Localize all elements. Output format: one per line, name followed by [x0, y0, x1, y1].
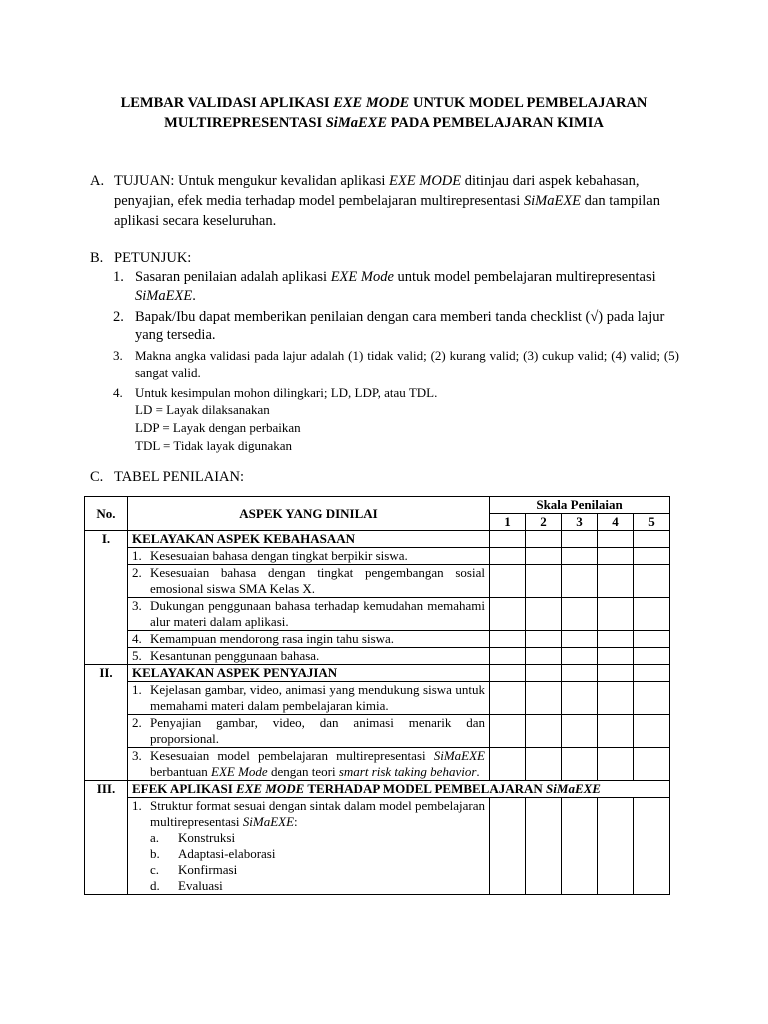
score-cell[interactable]: [526, 598, 562, 631]
score-cell[interactable]: [490, 631, 526, 648]
aspect-cell: 4. Kemampuan mendorong rasa ingin tahu siswa.: [128, 631, 490, 648]
table-row: [85, 631, 670, 648]
score-cell[interactable]: [526, 748, 562, 781]
section-tabel-label: TABEL PENILAIAN:: [114, 469, 244, 485]
score-cell[interactable]: [562, 682, 598, 715]
aspect-cell: 1. Struktur format sesuai dengan sintak dalam model pembelajaran multirepresentasi SiMaEXE: a. Konstruksi b. Adaptasi-elaborasi c. Konfirmasi d. Evaluasi: [128, 798, 490, 895]
group-heading: KELAYAKAN ASPEK KEBAHASAAN: [128, 531, 490, 548]
legend-ldp: LDP = Layak dengan perbaikan: [135, 420, 301, 435]
group-row: [85, 781, 670, 798]
score-cell[interactable]: [490, 798, 526, 895]
aspect-cell: 2. Penyajian gambar, video, dan animasi menarik dan proporsional.: [128, 715, 490, 748]
score-cell[interactable]: [490, 748, 526, 781]
sub-item: b. Adaptasi-elaborasi: [150, 846, 276, 861]
list-item: 1. Sasaran penilaian adalah aplikasi EXE Mode untuk model pembelajaran multirepresentasi SiMaEXE.: [113, 269, 656, 304]
scale-2: 2: [526, 514, 562, 531]
assessment-table: [84, 496, 670, 895]
score-cell[interactable]: [598, 715, 634, 748]
group-number: I.: [85, 531, 128, 665]
score-cell[interactable]: [562, 798, 598, 895]
score-cell[interactable]: [598, 565, 634, 598]
score-cell[interactable]: [598, 648, 634, 665]
header-scale: Skala Penilaian: [490, 497, 670, 514]
score-cell[interactable]: [526, 565, 562, 598]
score-cell[interactable]: [490, 565, 526, 598]
aspect-cell: 1. Kesesuaian bahasa dengan tingkat berpikir siswa.: [128, 548, 490, 565]
header-aspect: ASPEK YANG DINILAI: [128, 497, 490, 531]
score-cell[interactable]: [490, 715, 526, 748]
score-cell[interactable]: [598, 598, 634, 631]
section-marker: C.: [90, 469, 104, 485]
aspect-cell: 3. Dukungan penggunaan bahasa terhadap kemudahan memahami alur materi dalam aplikasi.: [128, 598, 490, 631]
group-row: [85, 665, 670, 682]
sub-item: d. Evaluasi: [150, 878, 223, 893]
score-cell[interactable]: [562, 648, 598, 665]
sub-item: c. Konfirmasi: [150, 862, 238, 877]
score-cell[interactable]: [562, 715, 598, 748]
score-cell[interactable]: [634, 531, 670, 548]
score-cell[interactable]: [634, 548, 670, 565]
score-cell[interactable]: [526, 548, 562, 565]
aspect-cell: 3. Kesesuaian model pembelajaran multirepresentasi SiMaEXE berbantuan EXE Mode dengan teori smart risk taking behavior.: [128, 748, 490, 781]
score-cell[interactable]: [490, 598, 526, 631]
table-row: [85, 682, 670, 715]
table-row: [85, 565, 670, 598]
score-cell[interactable]: [598, 682, 634, 715]
score-cell[interactable]: [634, 682, 670, 715]
title-line-2: MULTIREPRESENTASI SiMaEXE PADA PEMBELAJARAN KIMIA: [164, 115, 604, 131]
score-cell[interactable]: [634, 648, 670, 665]
section-tabel: [90, 467, 680, 487]
group-number: III.: [85, 781, 128, 895]
score-cell[interactable]: [526, 798, 562, 895]
score-cell[interactable]: [598, 798, 634, 895]
header-no: No.: [85, 497, 128, 531]
scale-4: 4: [598, 514, 634, 531]
group-heading: KELAYAKAN ASPEK PENYAJIAN: [128, 665, 490, 682]
table-row: [85, 648, 670, 665]
score-cell[interactable]: [490, 648, 526, 665]
score-cell[interactable]: [526, 531, 562, 548]
aspect-cell: 2. Kesesuaian bahasa dengan tingkat pengembangan sosial emosional siswa SMA Kelas X.: [128, 565, 490, 598]
table-row: [85, 548, 670, 565]
list-item: 2. Bapak/Ibu dapat memberikan penilaian dengan cara memberi tanda checklist (√) pada lajur yang tersedia.: [113, 309, 665, 343]
score-cell[interactable]: [598, 748, 634, 781]
score-cell[interactable]: [562, 631, 598, 648]
aspect-cell: 5. Kesantunan penggunaan bahasa.: [128, 648, 490, 665]
score-cell[interactable]: [634, 598, 670, 631]
scale-3: 3: [562, 514, 598, 531]
score-cell[interactable]: [526, 631, 562, 648]
score-cell[interactable]: [562, 565, 598, 598]
scale-5: 5: [634, 514, 670, 531]
section-tujuan-text: TUJUAN: Untuk mengukur kevalidan aplikasi EXE MODE ditinjau dari aspek kebahasan, penyajian, efek media terhadap model pembelajaran multirepresentasi SiMaEXE dan tampilan aplikasi secara keseluruhan.: [114, 173, 660, 229]
section-marker: A.: [90, 173, 105, 189]
score-cell[interactable]: [598, 531, 634, 548]
table-row: [85, 798, 670, 895]
score-cell[interactable]: [526, 648, 562, 665]
sub-item: a. Konstruksi: [150, 830, 236, 845]
score-cell[interactable]: [598, 631, 634, 648]
score-cell[interactable]: [562, 748, 598, 781]
score-cell[interactable]: [634, 631, 670, 648]
score-cell[interactable]: [634, 665, 670, 682]
score-cell[interactable]: [526, 665, 562, 682]
legend-ld: LD = Layak dilaksanakan: [135, 402, 270, 417]
score-cell[interactable]: [634, 715, 670, 748]
list-item: 4. Untuk kesimpulan mohon dilingkari; LD, LDP, atau TDL.: [113, 385, 438, 400]
section-tujuan: [90, 171, 680, 231]
score-cell[interactable]: [490, 548, 526, 565]
table-row: [85, 715, 670, 748]
group-number: II.: [85, 665, 128, 781]
group-heading: EFEK APLIKASI EXE MODE TERHADAP MODEL PEMBELAJARAN SiMaEXE: [128, 781, 670, 798]
legend-tdl: TDL = Tidak layak digunakan: [135, 438, 293, 453]
section-marker: B.: [90, 250, 104, 266]
score-cell[interactable]: [490, 531, 526, 548]
document-title: [60, 93, 708, 133]
scale-1: 1: [490, 514, 526, 531]
score-cell[interactable]: [562, 665, 598, 682]
aspect-cell: 1. Kejelasan gambar, video, animasi yang mendukung siswa untuk memahami materi dalam pembelajaran kimia.: [128, 682, 490, 715]
score-cell[interactable]: [598, 548, 634, 565]
table-row: [85, 748, 670, 781]
list-item: 3. Makna angka validasi pada lajur adalah (1) tidak valid; (2) kurang valid; (3) cukup valid; (4) valid; (5) sangat valid.: [113, 348, 679, 380]
score-cell[interactable]: [526, 682, 562, 715]
score-cell[interactable]: [526, 715, 562, 748]
petunjuk-list: [113, 268, 679, 455]
section-petunjuk-label: PETUNJUK:: [114, 250, 192, 266]
score-cell[interactable]: [634, 565, 670, 598]
score-cell[interactable]: [598, 665, 634, 682]
score-cell[interactable]: [490, 665, 526, 682]
score-cell[interactable]: [562, 531, 598, 548]
score-cell[interactable]: [562, 548, 598, 565]
score-cell[interactable]: [490, 682, 526, 715]
table-row: [85, 598, 670, 631]
section-petunjuk: [90, 248, 680, 268]
score-cell[interactable]: [634, 748, 670, 781]
score-cell[interactable]: [562, 598, 598, 631]
score-cell[interactable]: [634, 798, 670, 895]
title-line-1: LEMBAR VALIDASI APLIKASI EXE MODE UNTUK MODEL PEMBELAJARAN: [120, 95, 648, 111]
group-row: [85, 531, 670, 548]
